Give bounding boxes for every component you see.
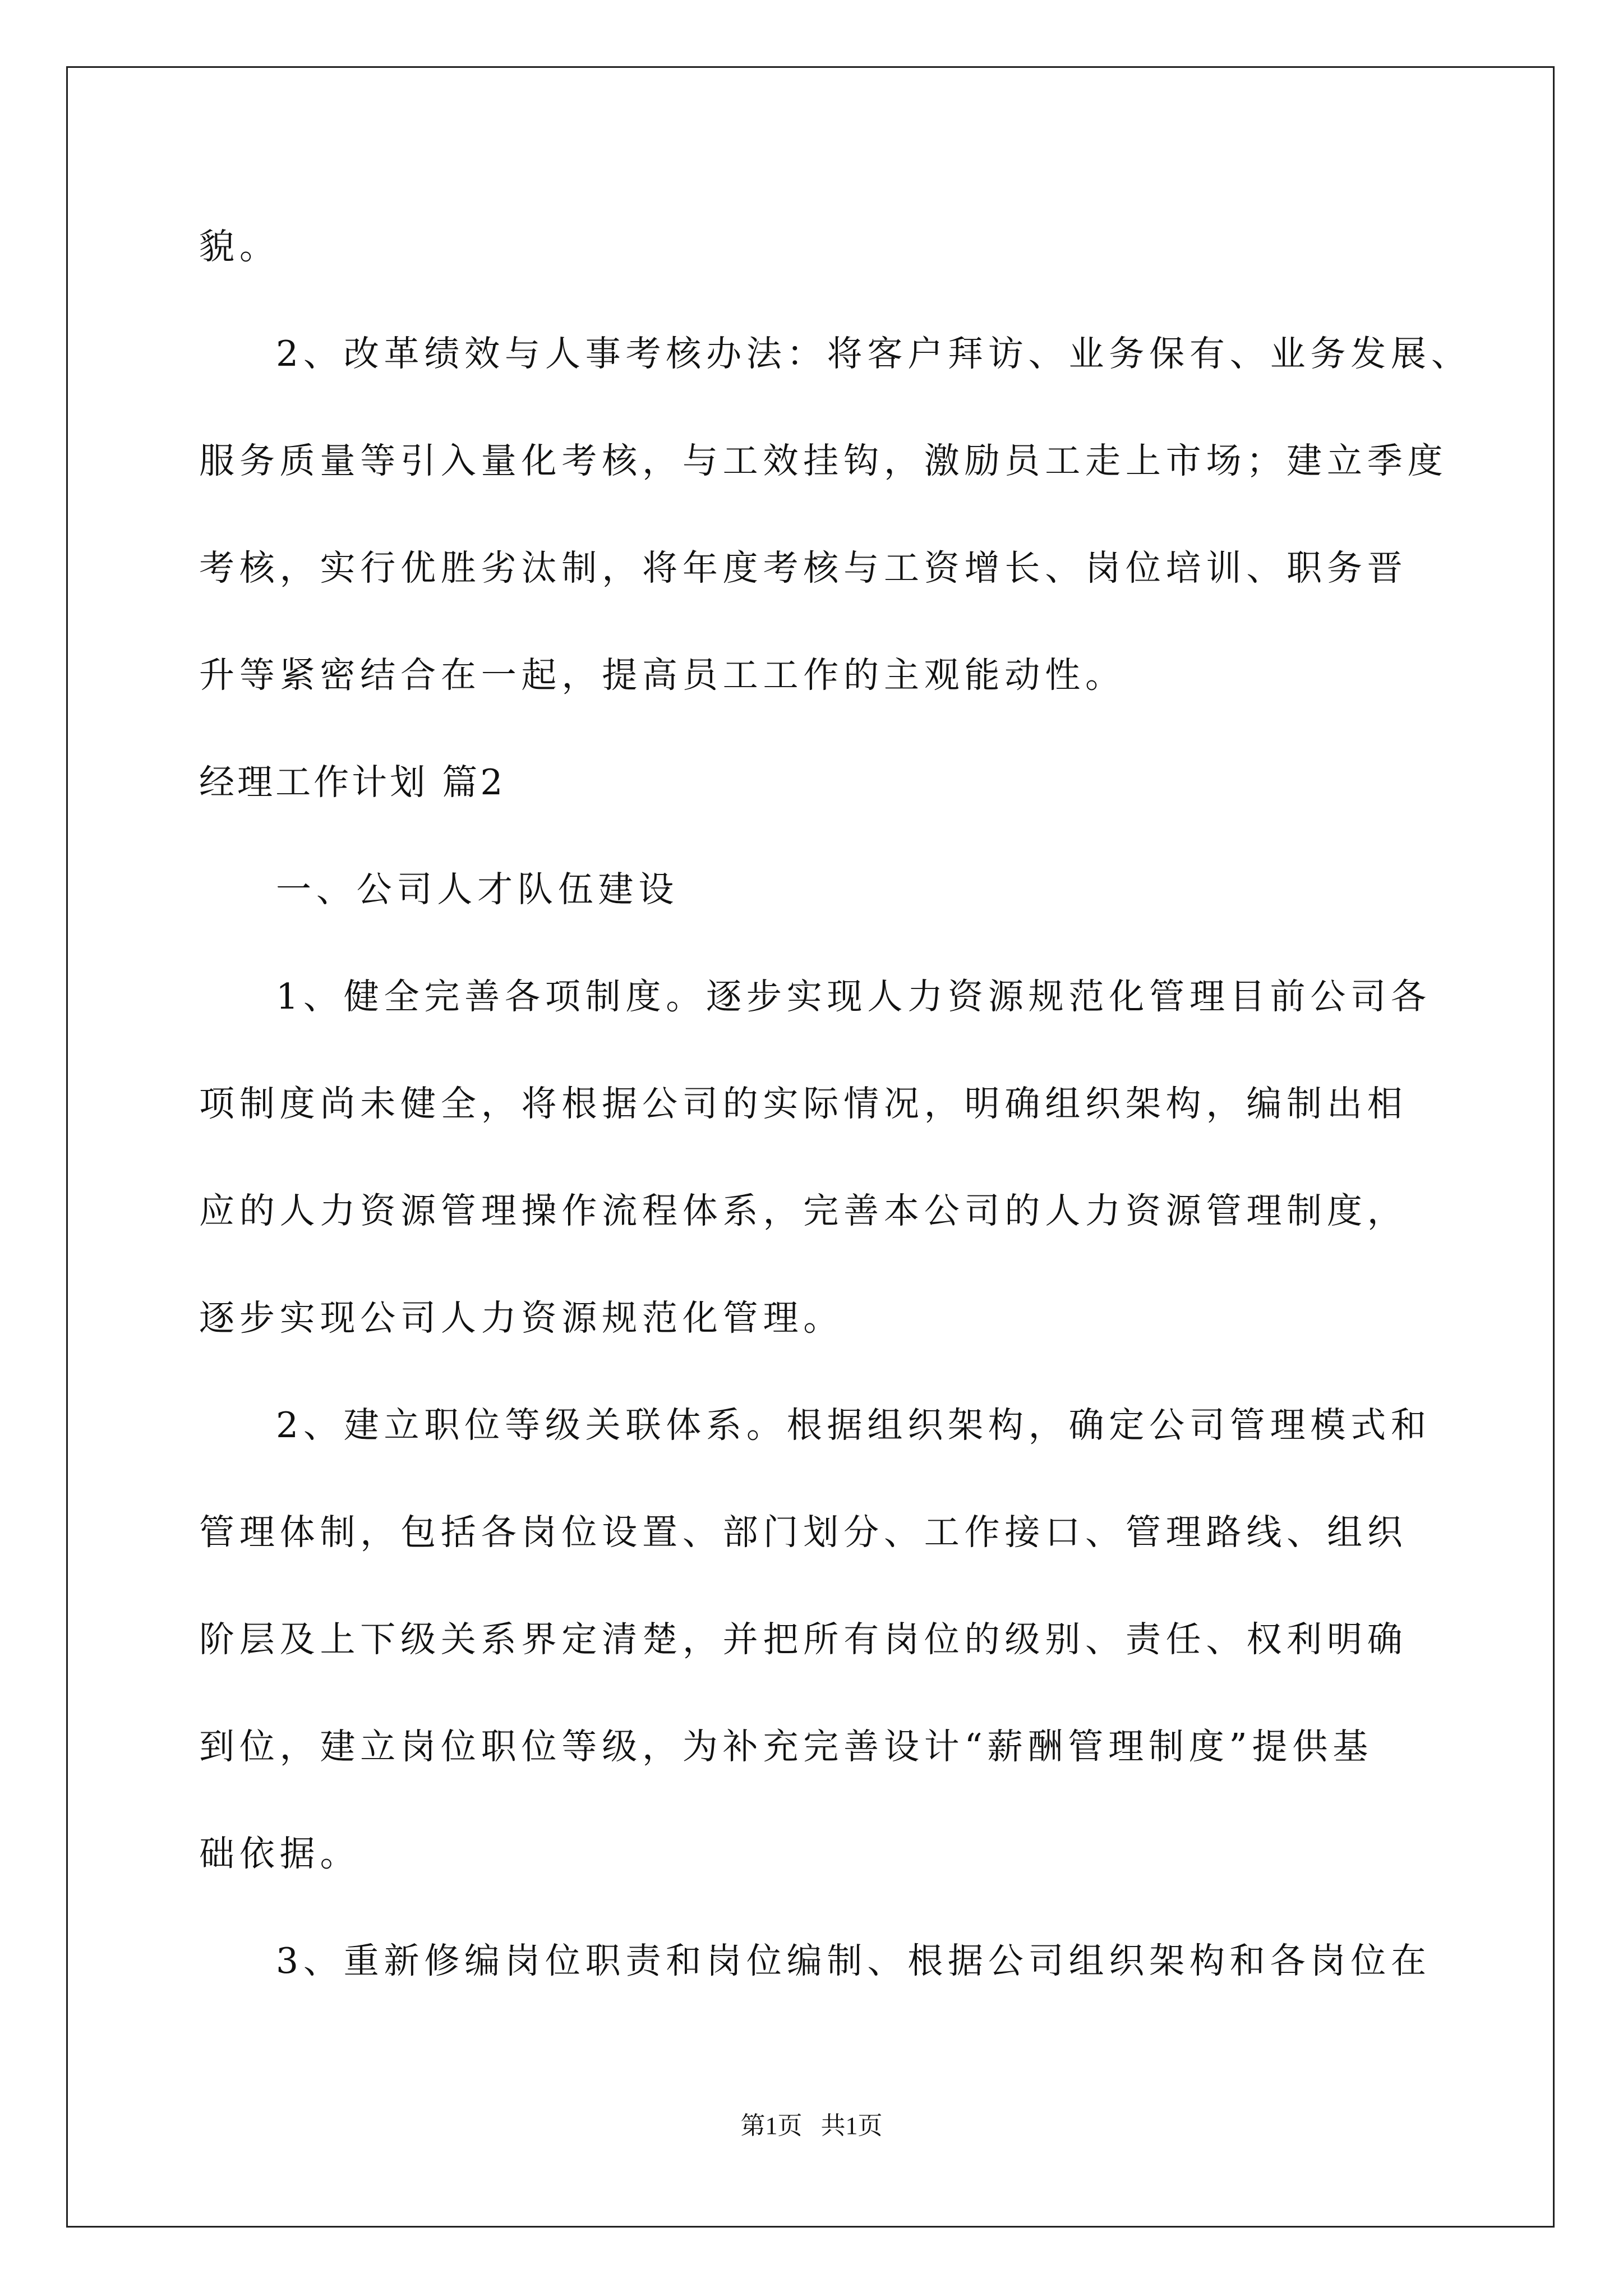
text-line: 阶层及上下级关系界定清楚，并把所有岗位的级别、责任、权利明确 <box>199 1619 1408 1660</box>
page-number: 第1页 共1页 <box>740 2112 883 2139</box>
text-line: 管理体制，包括各岗位设置、部门划分、工作接口、管理路线、组织 <box>199 1512 1408 1553</box>
text-line: 项制度尚未健全，将根据公司的实际情况，明确组织架构，编制出相 <box>199 1083 1408 1124</box>
text-line: 逐步实现公司人力资源规范化管理。 <box>199 1297 844 1338</box>
text-line: 2、改革绩效与人事考核办法：将客户拜访、业务保有、业务发展、 <box>276 333 1472 374</box>
page-border <box>66 66 1555 2228</box>
text-line: 服务质量等引入量化考核，与工效挂钩，激励员工走上市场；建立季度 <box>199 440 1448 481</box>
text-line: 到位，建立岗位职位等级，为补充完善设计“薪酬管理制度”提供基 <box>199 1726 1373 1767</box>
text-line: 3、重新修编岗位职责和岗位编制、根据公司组织架构和各岗位在 <box>276 1940 1431 1981</box>
text-line: 2、建立职位等级关联体系。根据组织架构，确定公司管理模式和 <box>276 1405 1431 1446</box>
text-line: 1、健全完善各项制度。逐步实现人力资源规范化管理目前公司各 <box>276 976 1431 1017</box>
section-heading: 经理工作计划 篇2 <box>199 762 506 803</box>
subsection-heading: 一、公司人才队伍建设 <box>276 869 679 910</box>
text-line: 考核，实行优胜劣汰制，将年度考核与工资增长、岗位培训、职务晋 <box>199 547 1408 588</box>
text-line: 础依据。 <box>199 1833 361 1874</box>
text-line: 升等紧密结合在一起，提高员工工作的主观能动性。 <box>199 655 1126 696</box>
text-line: 貌。 <box>199 226 280 267</box>
text-line: 应的人力资源管理操作流程体系，完善本公司的人力资源管理制度， <box>199 1190 1408 1231</box>
